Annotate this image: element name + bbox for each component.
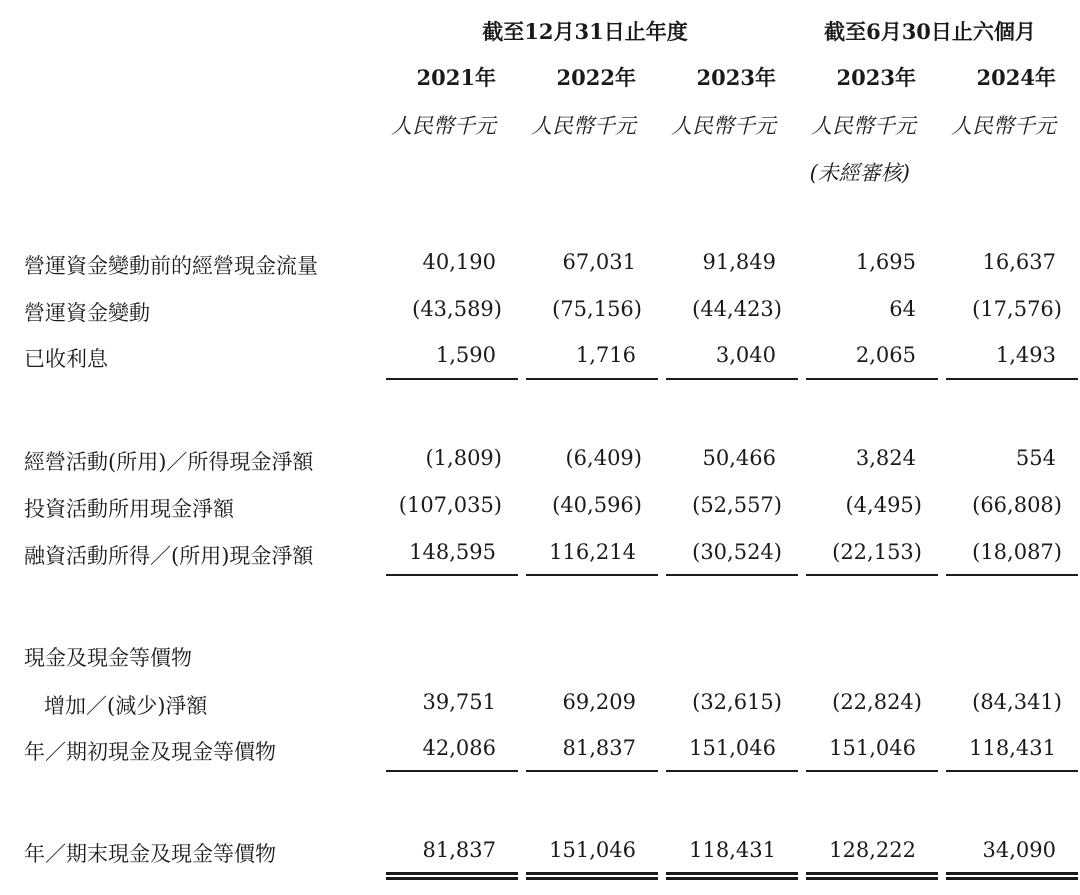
subtotal-rule — [386, 574, 518, 576]
subtotal-rule — [666, 378, 798, 380]
table-cell: 1,590 — [435, 343, 496, 367]
row-label: 年／期初現金及現金等價物 — [24, 740, 276, 764]
subtotal-rule — [806, 770, 938, 772]
table-cell: 91,849 — [702, 250, 776, 274]
total-double-rule — [666, 872, 798, 880]
table-cell: (32,615) — [692, 690, 782, 714]
total-double-rule — [526, 872, 658, 880]
table-cell: 16,637 — [982, 250, 1056, 274]
table-cell: 34,090 — [982, 838, 1056, 862]
year-header-5: 2024年 — [976, 65, 1056, 90]
table-cell: (40,596) — [552, 493, 642, 517]
table-cell: (84,341) — [972, 690, 1062, 714]
subtotal-rule — [526, 770, 658, 772]
table-cell: 116,214 — [549, 540, 636, 564]
total-double-rule — [386, 872, 518, 880]
table-cell: (44,423) — [692, 297, 782, 321]
table-cell: (22,153) — [832, 540, 922, 564]
subtotal-rule — [386, 378, 518, 380]
row-label: 經營活動(所用)／所得現金淨額 — [24, 450, 314, 474]
row-label: 年／期末現金及現金等價物 — [24, 842, 276, 866]
table-cell: 2,065 — [855, 343, 916, 367]
table-cell: (17,576) — [972, 297, 1062, 321]
table-cell: (1,809) — [425, 446, 502, 470]
subtotal-rule — [386, 770, 518, 772]
table-cell: 118,431 — [969, 736, 1056, 760]
year-header-1: 2021年 — [416, 65, 496, 90]
table-cell: 40,190 — [422, 250, 496, 274]
subtotal-rule — [666, 770, 798, 772]
subtotal-rule — [946, 378, 1078, 380]
table-cell: 67,031 — [562, 250, 636, 274]
table-cell: 128,222 — [829, 838, 916, 862]
unit-header-3: 人民幣千元 — [671, 114, 776, 138]
row-label: 營運資金變動前的經營現金流量 — [24, 254, 318, 278]
table-cell: (30,524) — [692, 540, 782, 564]
table-cell: (22,824) — [832, 690, 922, 714]
row-label: 投資活動所用現金淨額 — [24, 497, 234, 521]
row-label: 已收利息 — [24, 347, 108, 371]
table-cell: 151,046 — [689, 736, 776, 760]
table-cell: 81,837 — [562, 736, 636, 760]
row-label: 融資活動所得／(所用)現金淨額 — [24, 544, 314, 568]
table-cell: 118,431 — [689, 838, 776, 862]
subtotal-rule — [526, 574, 658, 576]
row-label: 增加／(減少)淨額 — [44, 694, 208, 718]
subtotal-rule — [806, 574, 938, 576]
unaudited-note: (未經審核) — [809, 161, 910, 185]
table-cell: 1,695 — [855, 250, 916, 274]
year-header-2: 2022年 — [556, 65, 636, 90]
table-cell: (18,087) — [972, 540, 1062, 564]
table-cell: 554 — [1015, 446, 1056, 470]
table-cell: (43,589) — [412, 297, 502, 321]
row-label: 現金及現金等價物 — [24, 646, 192, 670]
subtotal-rule — [666, 574, 798, 576]
unit-header-2: 人民幣千元 — [531, 114, 636, 138]
subtotal-rule — [806, 378, 938, 380]
total-double-rule — [806, 872, 938, 880]
table-cell: 151,046 — [829, 736, 916, 760]
header-fiscal-year: 截至12月31日止年度 — [482, 19, 688, 44]
table-cell: 151,046 — [549, 838, 636, 862]
unit-header-1: 人民幣千元 — [391, 114, 496, 138]
table-cell: (107,035) — [398, 493, 502, 517]
table-cell: 3,824 — [855, 446, 916, 470]
table-cell: 1,716 — [575, 343, 636, 367]
table-cell: 50,466 — [702, 446, 776, 470]
unit-header-4: 人民幣千元 — [811, 114, 916, 138]
subtotal-rule — [526, 378, 658, 380]
table-cell: 42,086 — [422, 736, 496, 760]
row-label: 營運資金變動 — [24, 301, 150, 325]
table-cell: (52,557) — [692, 493, 782, 517]
unit-header-5: 人民幣千元 — [951, 114, 1056, 138]
header-six-months: 截至6月30日止六個月 — [824, 19, 1036, 44]
table-cell: 1,493 — [995, 343, 1056, 367]
table-cell: (4,495) — [845, 493, 922, 517]
total-double-rule — [946, 872, 1078, 880]
table-cell: 148,595 — [409, 540, 496, 564]
subtotal-rule — [946, 770, 1078, 772]
table-cell: 69,209 — [562, 690, 636, 714]
subtotal-rule — [946, 574, 1078, 576]
table-cell: 39,751 — [422, 690, 496, 714]
table-cell: 3,040 — [715, 343, 776, 367]
table-cell: (6,409) — [565, 446, 642, 470]
table-cell: 64 — [889, 297, 916, 321]
table-cell: (66,808) — [972, 493, 1062, 517]
table-cell: 81,837 — [422, 838, 496, 862]
table-cell: (75,156) — [552, 297, 642, 321]
year-header-3: 2023年 — [696, 65, 776, 90]
year-header-4: 2023年 — [836, 65, 916, 90]
